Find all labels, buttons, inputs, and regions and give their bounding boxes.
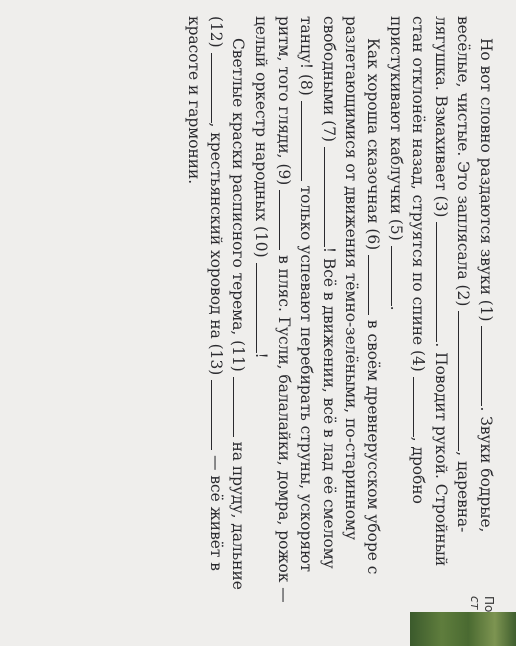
text-fragment: Как хороша сказочная (6) xyxy=(364,38,383,251)
text-fragment: Но вот словно раздаются звуки (1) xyxy=(477,38,495,322)
answer-blank-1[interactable] xyxy=(481,326,497,406)
text-fragment: только успевают перебирать струны, ускоряют ритм, того гляди, (9) xyxy=(274,16,316,573)
text-fragment: , дробно пристукивают каблучки (5) xyxy=(386,16,428,504)
answer-blank-13[interactable] xyxy=(211,380,227,450)
answer-blank-5[interactable] xyxy=(391,246,407,306)
answer-blank-11[interactable] xyxy=(233,377,249,437)
text-fragment: Светлые краски расписного терема, (11) xyxy=(229,38,248,372)
answer-blank-2[interactable] xyxy=(458,311,474,451)
paragraph-3 xyxy=(183,16,250,604)
photo-caption xyxy=(468,596,496,636)
caption-line-1: По xyxy=(482,596,496,613)
paragraph-2 xyxy=(249,16,384,604)
text-fragment: . Поводит рукой. Стройный стан отклонён назад, струятся по спине (4) xyxy=(409,16,450,567)
answer-blank-6[interactable] xyxy=(368,255,384,315)
answer-blank-9[interactable] xyxy=(279,190,295,250)
answer-blank-12[interactable] xyxy=(211,53,227,123)
answer-blank-3[interactable] xyxy=(436,222,452,342)
text-fragment: , крестьянский хоровод на (13) xyxy=(206,122,225,376)
text-fragment: в пляс. Гусли, балалайки, домра, рожок — целый оркестр народных (10) xyxy=(252,16,293,603)
answer-blank-7[interactable] xyxy=(324,147,340,247)
text-fragment: . xyxy=(386,305,405,311)
answer-blank-10[interactable] xyxy=(256,263,272,353)
text-fragment: ! xyxy=(252,352,271,359)
answer-blank-8[interactable] xyxy=(301,101,317,181)
text-fragment: на пруду, дальние (12) xyxy=(206,16,248,590)
answer-blank-4[interactable] xyxy=(413,377,429,437)
paragraph-1 xyxy=(384,16,497,604)
caption-line-2: ст xyxy=(468,596,482,610)
text-fragment: , царевна-лягушка. Взмахивает (3) xyxy=(431,16,473,533)
text-fragment: . Звуки бодрые, весёлые, чистые. Это заплясала (2) xyxy=(454,16,495,533)
text-fragment: ! Всё в движении, всё в лад её смелому танцу! (8) xyxy=(297,16,338,569)
exercise-text xyxy=(183,16,497,604)
painting-photo xyxy=(410,612,516,646)
text-fragment: в своём древнерусском уборе с разлетающимися от движения тёмно-зелёными, по-старинному свободными (7) xyxy=(319,16,383,575)
text-fragment: — всё живёт в красоте и гармонии. xyxy=(185,16,225,571)
